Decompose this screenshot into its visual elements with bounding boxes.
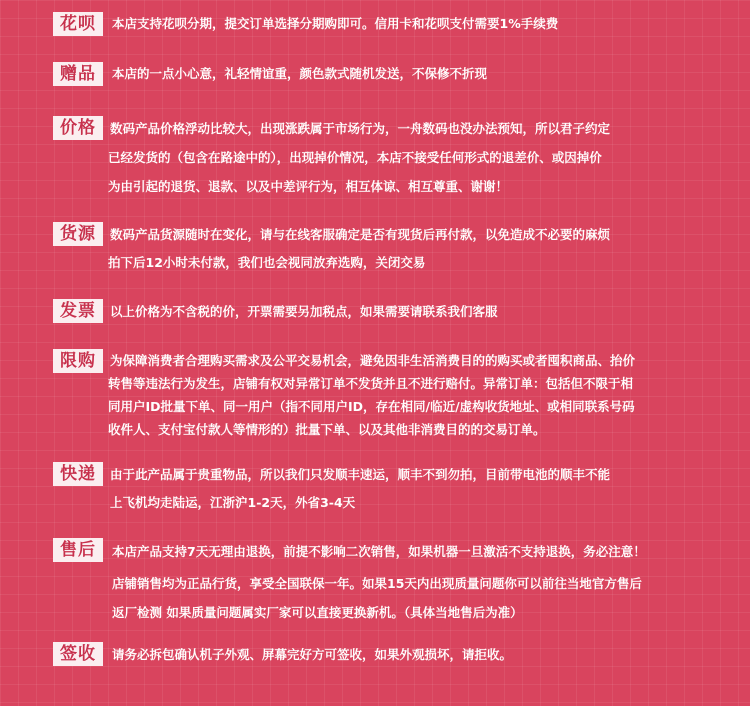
label-tag-sign-receipt: 签收 bbox=[53, 642, 103, 666]
section-text-line: 数码产品价格浮动比较大，出现涨跌属于市场行为，一舟数码也没办法预知，所以君子约定 bbox=[110, 121, 611, 136]
section-text-line: 以上价格为不含税的价，开票需要另加税点，如果需要请联系我们客服 bbox=[110, 304, 498, 319]
label-tag-after-sales: 售后 bbox=[53, 538, 103, 562]
label-tag-shipping: 快递 bbox=[53, 462, 103, 486]
section-text-line: 店铺销售均为正品行货，享受全国联保一年。如果15天内出现质量问题你可以前往当地官方售后 bbox=[112, 576, 642, 591]
label-tag-huabei: 花呗 bbox=[53, 12, 103, 36]
section-text-line: 已经发货的（包含在路途中的），出现掉价情况，本店不接受任何形式的退差价、或因掉价 bbox=[108, 150, 602, 165]
section-text-line: 转售等违法行为发生，店铺有权对异常订单不发货并且不进行赔付。异常订单：包括但不限于相 bbox=[108, 376, 634, 391]
section-text-line: 本店的一点小心意，礼轻情谊重，颜色款式随机发送，不保修不折现 bbox=[112, 66, 488, 81]
section-text-line: 本店产品支持7天无理由退换，前提不影响二次销售，如果机器一旦激活不支持退换，务必注意！ bbox=[112, 544, 646, 559]
section-text-line: 本店支持花呗分期，提交订单选择分期购即可。信用卡和花呗支付需要1%手续费 bbox=[112, 16, 559, 31]
section-text-line: 为由引起的退货、退款、以及中差评行为，相互体谅、相互尊重、谢谢！ bbox=[108, 179, 509, 194]
label-tag-gift: 赠品 bbox=[53, 62, 103, 86]
label-tag-price: 价格 bbox=[53, 116, 103, 140]
label-tag-invoice: 发票 bbox=[53, 299, 103, 323]
section-text-line: 同用户ID批量下单、同一用户（指不同用户ID，存在相同/临近/虚构收货地址、或相同联系号码 bbox=[108, 399, 635, 414]
section-text-line: 返厂检测 如果质量问题属实厂家可以直接更换新机。（具体当地售后为准） bbox=[112, 605, 523, 620]
section-text-line: 请务必拆包确认机子外观、屏幕完好方可签收，如果外观损坏，请拒收。 bbox=[112, 647, 513, 662]
section-text-line: 为保障消费者合理购买需求及公平交易机会，避免因非生活消费目的的购买或者囤积商品、抬价 bbox=[110, 353, 636, 368]
section-text-line: 上飞机均走陆运，江浙沪1-2天，外省3-4天 bbox=[110, 495, 356, 510]
label-tag-supply: 货源 bbox=[53, 222, 103, 246]
section-text-line: 拍下后12小时未付款，我们也会视同放弃选购，关闭交易 bbox=[108, 255, 426, 270]
label-tag-purchase-limit: 限购 bbox=[53, 349, 103, 373]
section-text-line: 由于此产品属于贵重物品，所以我们只发顺丰速运，顺丰不到勿拍，目前带电池的顺丰不能 bbox=[110, 467, 611, 482]
section-text-line: 数码产品货源随时在变化，请与在线客服确定是否有现货后再付款，以免造成不必要的麻烦 bbox=[110, 227, 611, 242]
section-text-line: 收件人、支付宝付款人等情形的）批量下单、以及其他非消费目的的交易订单。 bbox=[108, 422, 546, 437]
